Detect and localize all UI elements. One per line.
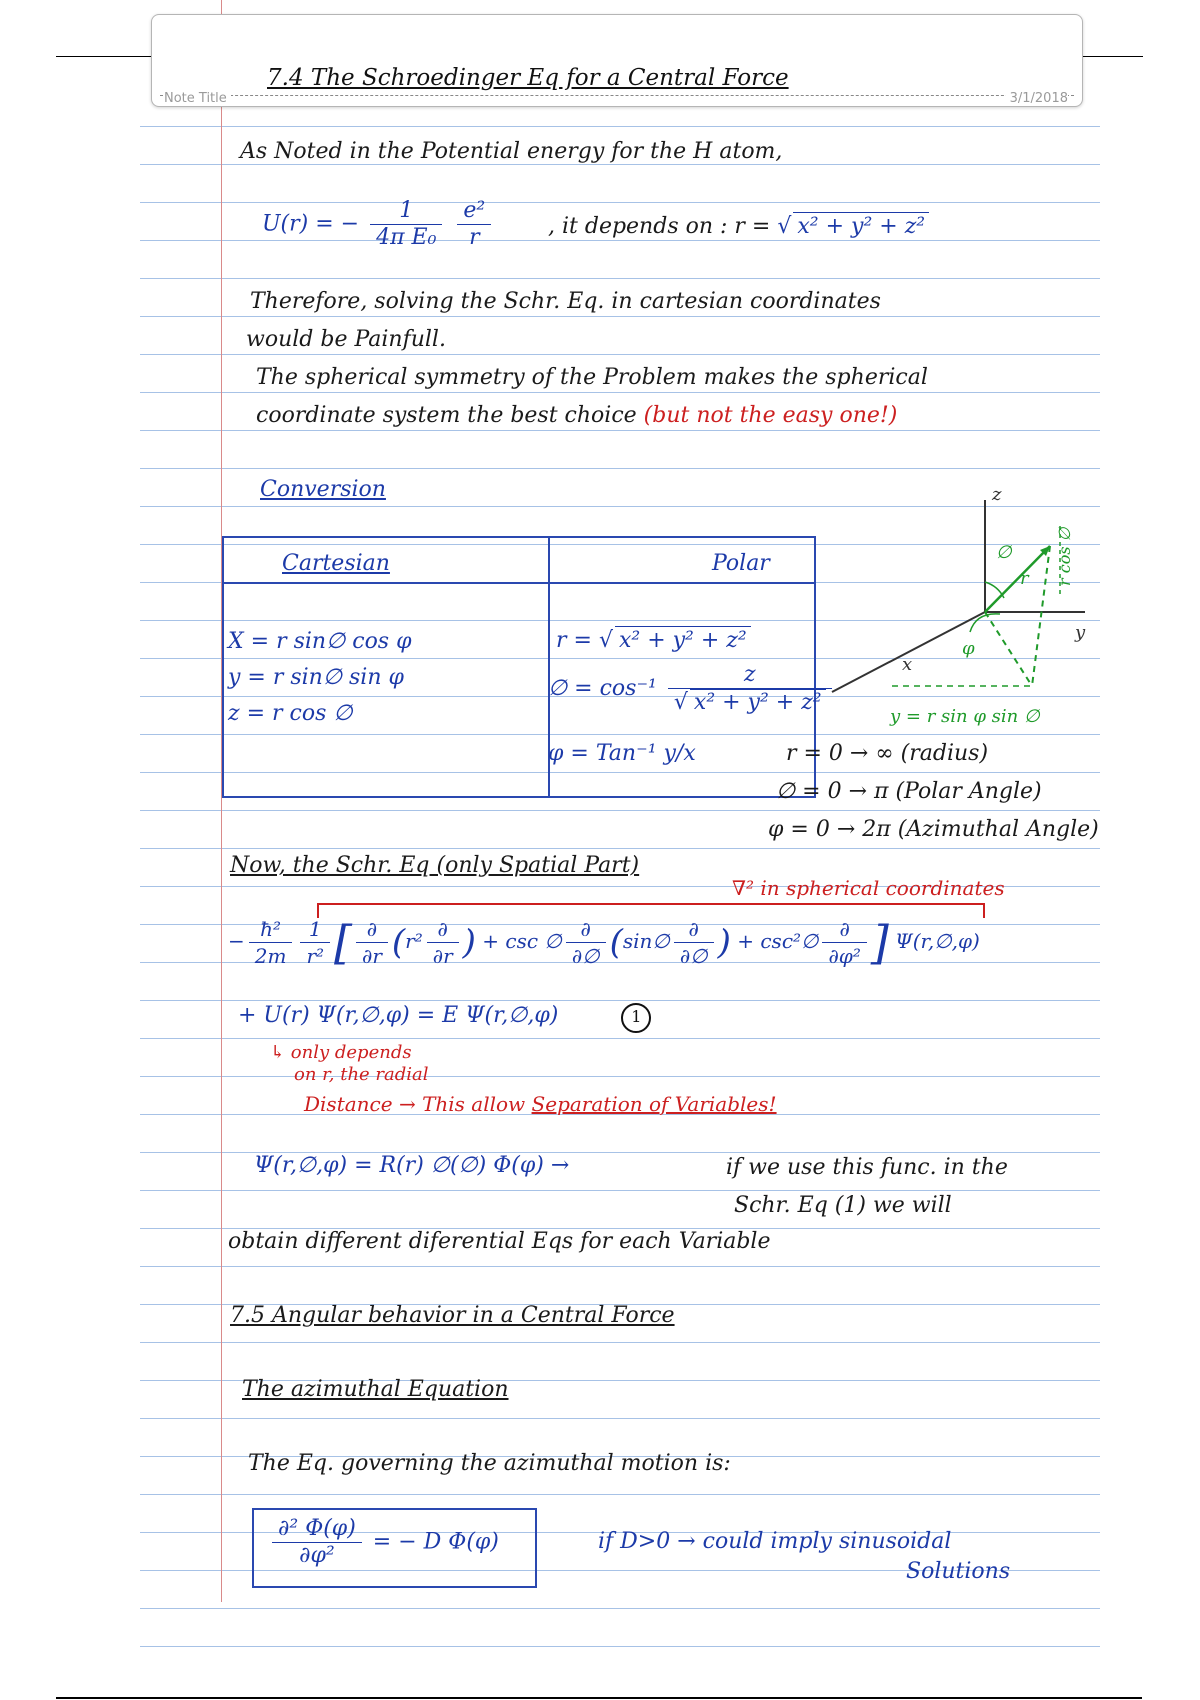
azimuthal-line: The Eq. governing the azimuthal motion is: xyxy=(248,1451,731,1476)
col-polar: Polar xyxy=(712,551,770,576)
polar-theta: ∅ = cos⁻¹ $\frac{z}{\text{√ x² + y² + z²}}$ xyxy=(548,662,836,716)
intro-line-1: As Noted in the Potential energy for the H atom, xyxy=(240,139,783,164)
bottom-rule xyxy=(56,1697,1142,1699)
range-phi: φ = 0 → 2π (Azimuthal Angle) xyxy=(768,817,1099,842)
potential-equation xyxy=(262,198,495,251)
laplacian-note: ∇² in spherical coordinates xyxy=(732,876,1005,900)
top-rule-right xyxy=(1081,56,1143,57)
depends-text: , it depends on : r = √ x² + y² + z² xyxy=(548,212,929,241)
intro-line-5: The spherical symmetry of the Problem makes the spherical xyxy=(256,365,928,390)
separation-tail-2: Schr. Eq (1) we will xyxy=(734,1193,952,1218)
y-expr-label: y = r sin φ sin ∅ xyxy=(890,706,1040,727)
note-title-label: Note Title xyxy=(164,91,231,106)
conversion-heading: Conversion xyxy=(260,477,386,502)
cart-row-2: y = r sin∅ sin φ xyxy=(228,665,404,690)
azimuthal-subheading: The azimuthal Equation xyxy=(242,1377,509,1402)
fraction-2: $\frac{\text{e²}}{r}$ xyxy=(457,198,491,251)
schrodinger-line-2: + U(r) Ψ(r,∅,φ) = E Ψ(r,∅,φ) 1 xyxy=(238,1002,651,1033)
red-note: (but not the easy one!) xyxy=(643,403,898,428)
potential-lhs: U(r) = − xyxy=(262,211,360,237)
note-depends: ↳ only depends xyxy=(270,1042,412,1063)
axis-x-label: x xyxy=(902,654,913,675)
note-title: 7.4 The Schroedinger Eq for a Central Force xyxy=(267,65,789,91)
separation-eq: Ψ(r,∅,φ) = R(r) ∅(∅) Φ(φ) → xyxy=(254,1153,570,1178)
cart-row-3: z = r cos ∅ xyxy=(228,701,353,726)
sqrt-symbol: √ x² + y² + z² xyxy=(777,214,929,239)
range-theta: ∅ = 0 → π (Polar Angle) xyxy=(776,779,1042,804)
r-label: r xyxy=(1020,568,1029,589)
polar-phi: φ = Tan⁻¹ y/x xyxy=(548,741,696,766)
fraction-1: $\frac{1}{\text{4π E₀}}$ xyxy=(370,198,442,251)
section-7-5-heading: 7.5 Angular behavior in a Central Force xyxy=(230,1303,675,1328)
axis-y-label: y xyxy=(1075,622,1086,643)
top-rule-left xyxy=(56,56,152,57)
schr-line: Now, the Schr. Eq (only Spatial Part) xyxy=(230,853,640,878)
separation-tail-1: if we use this func. in the xyxy=(726,1155,1008,1180)
rcos-label: r cos ∅ xyxy=(1055,527,1074,586)
spherical-coordinate-diagram xyxy=(820,486,1140,726)
if-line-2: Solutions xyxy=(906,1559,1011,1584)
note-distance: Distance → This allow Separation of Variables! xyxy=(304,1092,777,1116)
separation-line-3: obtain different diferential Eqs for each Variable xyxy=(228,1229,771,1254)
phi-label: φ xyxy=(962,638,975,659)
if-line-1: if D>0 → could imply sinusoidal xyxy=(598,1529,952,1554)
margin-line xyxy=(221,0,222,1602)
intro-line-3: Therefore, solving the Schr. Eq. in cartesian coordinates xyxy=(250,289,881,314)
range-r: r = 0 → ∞ (radius) xyxy=(786,741,989,766)
title-box[interactable] xyxy=(151,14,1083,107)
theta-label: ∅ xyxy=(996,542,1012,563)
intro-line-6: coordinate system the best choice (but not the easy one!) xyxy=(256,403,898,428)
polar-r: r = √ x² + y² + z² xyxy=(556,626,751,655)
azimuthal-equation: $\frac{\text{∂² Φ(φ)}}{\text{∂φ²}}$ = − D Φ(φ) xyxy=(268,1516,499,1569)
note-date: 3/1/2018 xyxy=(1006,91,1068,106)
intro-line-4: would be Painfull. xyxy=(246,327,446,352)
col-cartesian: Cartesian xyxy=(282,551,390,576)
schrodinger-equation: − $\frac{\text{ħ²}}{2m}$ $\frac{1}{\text{r²}}$ [ $\frac{\partial}{\partial r}$ (r² $\frac{\partial}{\partial r}$ ) + csc ∅ $\frac{\partial}{\partial\emptyset}$ (sin∅ $\frac{\partial}{\partial\emptyset}$ ) + csc²∅ $\frac{\partial}{\text{∂φ²}}$ ] Ψ(r,∅,φ) xyxy=(228,915,980,970)
note-radial: on r, the radial xyxy=(294,1064,429,1085)
axis-z-label: z xyxy=(992,484,1002,505)
equation-number-1: 1 xyxy=(621,1003,651,1033)
cart-row-1: X = r sin∅ cos φ xyxy=(228,629,412,654)
